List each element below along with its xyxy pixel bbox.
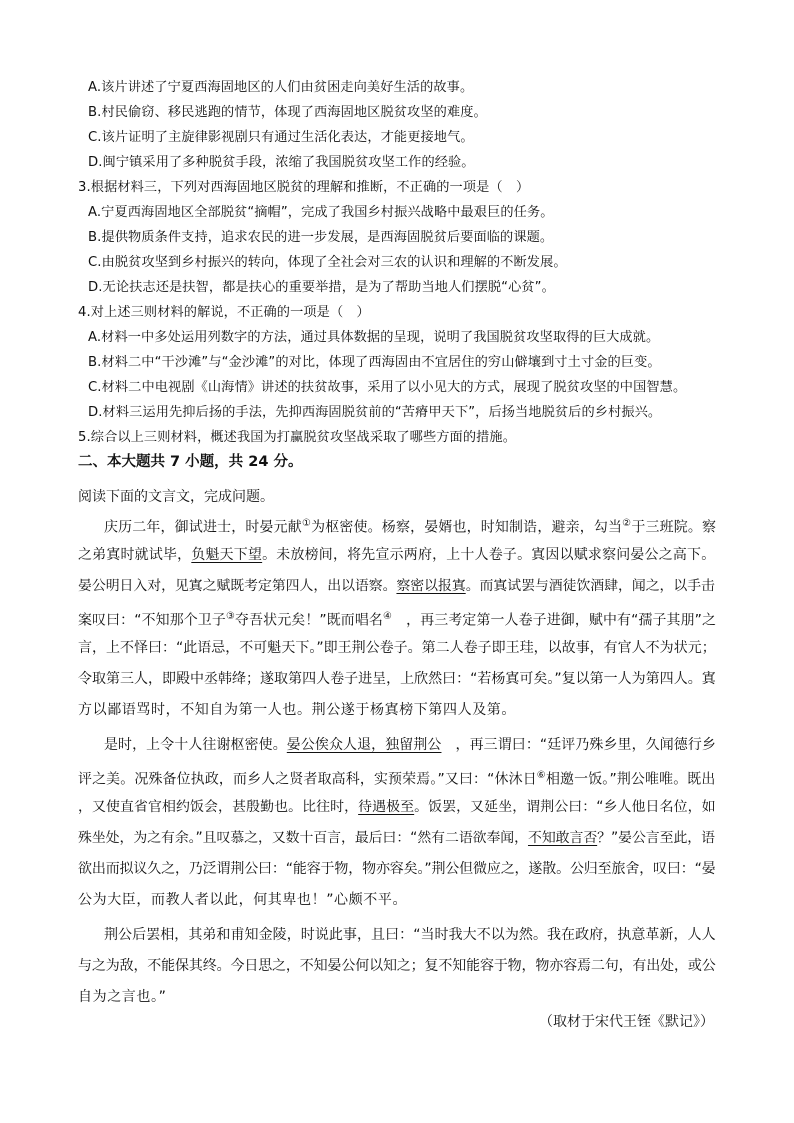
passage-line: 之弟寘时就试毕，负魁天下望。未放榜间，将先宣示两府，上十人卷子。寘因以赋求察问晏公之高下。 (78, 547, 716, 563)
q3-option-d[interactable]: D.无论扶志还是扶智，都是扶心的重要举措，是为了帮助当地人们摆脱“心贫”。 (88, 280, 555, 295)
passage-line: 自为之言也。” (78, 989, 167, 1005)
passage-line: 殊坐处，为之有余。”且叹慕之，又数十百言，最后曰：“然有二语欲奉闻，不知敢言否？”晏公言至此，语 (78, 830, 715, 846)
q4-option-d[interactable]: D.材料三运用先抑后扬的手法，先抑西海固脱贫前的“苦瘠甲天下”，后扬当地脱贫后的乡村振兴。 (88, 405, 662, 420)
source-citation: （取材于宋代王铚《默记》） (539, 1014, 714, 1030)
underlined-phrase: 待遇极至 (358, 799, 415, 815)
q2-option-a[interactable]: A.该片讲述了宁夏西海固地区的人们由贫困走向美好生活的故事。 (88, 80, 474, 95)
note-marker: ② (622, 518, 632, 529)
q4-option-a[interactable]: A.材料一中多处运用列数字的方法，通过具体数据的呈现，说明了我国脱贫攻坚取得的巨大成就。 (88, 330, 660, 345)
passage-line: 欲出而拟议久之，乃泛谓荆公曰：“能容于物，物亦容矣。”荆公但微应之，遂散。公归至旅舍，叹曰：“晏 (78, 861, 716, 877)
note-marker: ⑥ (536, 770, 546, 781)
q3-option-c[interactable]: C.由脱贫攻坚到乡村振兴的转向，体现了全社会对三农的认识和理解的不断发展。 (88, 255, 567, 270)
q3-option-b[interactable]: B.提供物质条件支持，追求农民的进一步发展，是西海固脱贫后要面临的课题。 (88, 230, 554, 245)
underlined-phrase: 不知敢言否 (527, 830, 598, 846)
passage-line: 是时，上令十人往谢枢密使。晏公俟众人退，独留荆公 ，再三谓曰：“廷评乃殊乡里，久闻德行乡 (104, 737, 716, 753)
q2-option-c[interactable]: C.该片证明了主旋律影视剧只有通过生活化表达，才能更接地气。 (88, 130, 474, 145)
passage-line: 令取第三人，即殿中丞韩绛；遂取第四人卷子进呈，上欣然曰：“若杨寘可矣。”复以第一人为第四人。寘 (78, 671, 716, 687)
passage-line: 与之为敌，不能保其终。今日思之，不知晏公何以知之；复不知能容于物，物亦容焉二句，有出处，或公 (78, 958, 716, 974)
passage-line: 晏公明日入对，见寘之赋既考定第四人，出以语察。察密以报寘。而寘试罢与酒徒饮酒肆，闻之，以手击 (78, 578, 715, 594)
passage-line: 庆历二年，御试进士，时晏元献①为枢密使。杨察，晏婿也，时知制诰，避亲，勾当②于三班院。察 (104, 518, 717, 536)
passage-line: 方以鄙语骂时，不知自为第一人也。荆公遂于杨寘榜下第四人及第。 (78, 702, 516, 718)
q2-option-b[interactable]: B.村民偷窃、移民逃跑的情节，体现了西海固地区脱贫攻坚的难度。 (88, 105, 487, 120)
note-marker: ① (301, 518, 312, 529)
passage-line: 言，上不怿曰：“此语忌，不可魁天下。”即王荆公卷子。第二人卷子即王珪，以故事，有官人不为状元； (78, 640, 716, 656)
q4-option-c[interactable]: C.材料二中电视剧《山海情》讲述的扶贫故事，采用了以小见大的方式，展现了脱贫攻坚的中国智慧。 (88, 380, 687, 395)
note-marker: ③ (225, 611, 236, 622)
passage-line: 荆公后罢相，其弟和甫知金陵，时说此事，且曰：“当时我大不以为然。我在政府，执意革新，人人 (104, 927, 716, 943)
q4-option-b[interactable]: B.材料二中“干沙滩”与“金沙滩”的对比，体现了西海固由不宜居住的穷山僻壤到寸土寸金的巨变。 (88, 355, 661, 370)
passage-line: 案叹曰：“不知那个卫子③夺吾状元矣！”既而唱名④ ，再三考定第一人卷子进御，赋中有“孺子其朋”之 (78, 611, 717, 629)
q3-option-a[interactable]: A.宁夏西海固地区全部脱贫“摘帽”，完成了我国乡村振兴战略中最艰巨的任务。 (88, 205, 554, 220)
q3-stem: 3.根据材料三，下列对西海固地区脱贫的理解和推断，不正确的一项是（ ） (78, 180, 530, 195)
q2-option-d[interactable]: D.闽宁镇采用了多种脱贫手段，浓缩了我国脱贫攻坚工作的经验。 (88, 155, 475, 170)
section-heading: 二、本大题共 7 小题，共 24 分。 (78, 454, 303, 470)
underlined-phrase: 晏公俟众人退，独留荆公 (286, 737, 442, 753)
note-marker: ④ (382, 611, 393, 622)
passage-line: 公为大臣，而教人者以此，何其卑也！”心颇不平。 (78, 892, 408, 908)
reading-instruction: 阅读下面的文言文，完成问题。 (78, 489, 274, 505)
underlined-phrase: 察密以报寘 (396, 578, 466, 594)
passage-line: ，又使直省官相约饭会，甚殷勤也。比往时，待遇极至。饭罢，又延坐，谓荆公曰：“乡人他日名位，如 (78, 799, 716, 815)
underlined-phrase: 负魁天下望 (191, 547, 263, 563)
q5-stem: 5.综合以上三则材料，概述我国为打赢脱贫攻坚战采取了哪些方面的措施。 (78, 430, 516, 445)
q4-stem: 4.对上述三则材料的解说，不正确的一项是（ ） (78, 305, 370, 320)
passage-line: 评之美。况殊备位执政，而乡人之贤者取高科，实预荣焉。”又曰：“休沐日⑥相邀一饭。”荆公唯唯。既出 (78, 770, 716, 788)
